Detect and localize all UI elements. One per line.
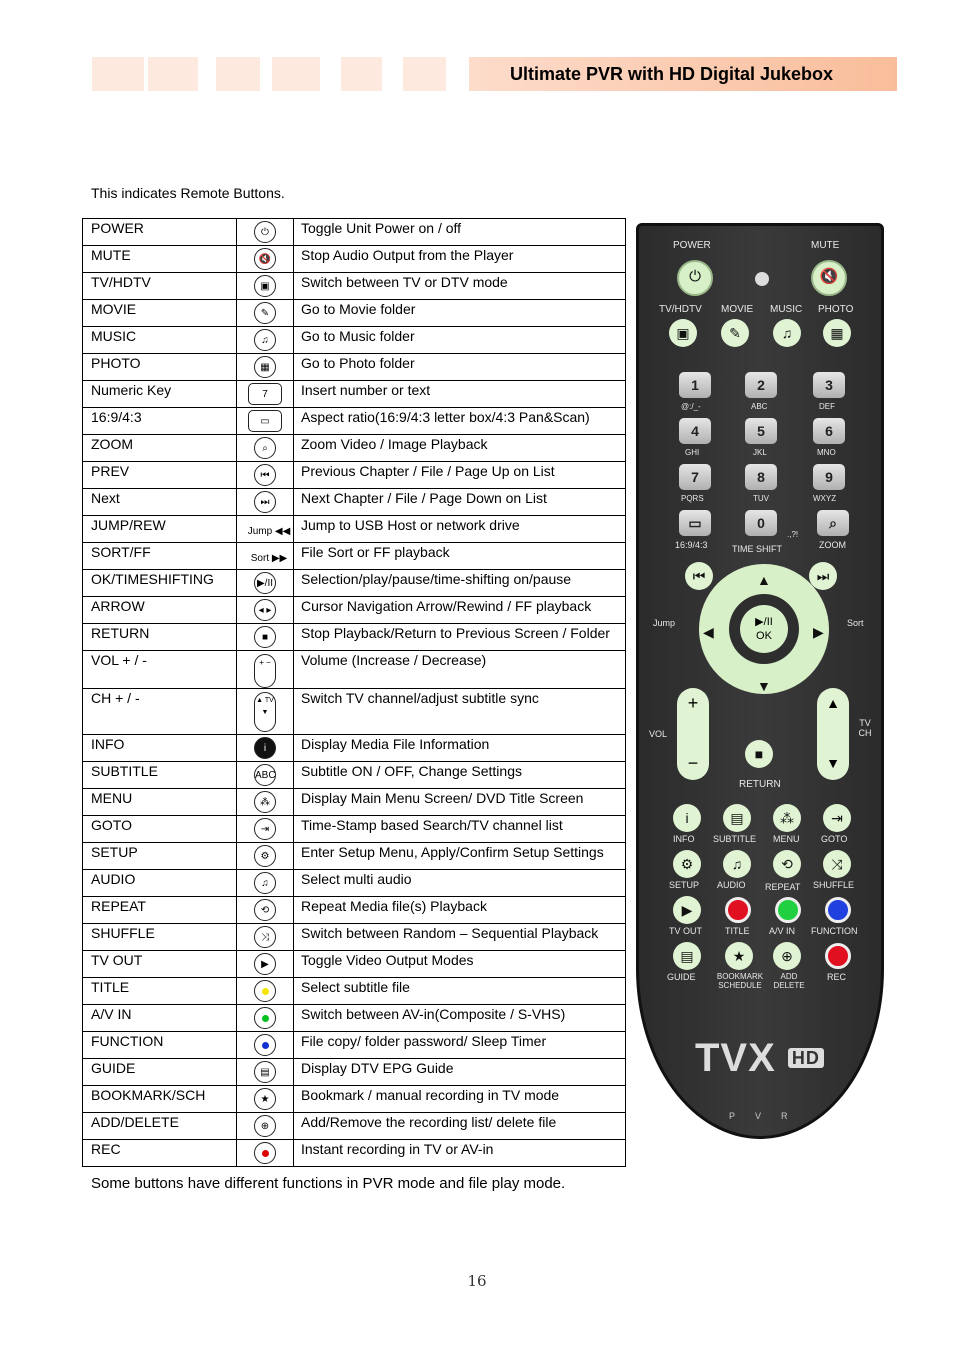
color-dot-icon — [262, 988, 269, 995]
button-name-cell: PHOTO — [83, 354, 237, 381]
num-4-button: 4 — [679, 418, 711, 444]
button-name-cell: JUMP/REW — [83, 516, 237, 543]
table-row — [83, 1005, 626, 1032]
button-name-cell: GUIDE — [83, 1059, 237, 1086]
button-icon-cell — [237, 1113, 294, 1140]
remote-label-setup: SETUP — [669, 880, 700, 890]
remote-label-aspect: 16:9/4:3 — [675, 540, 708, 550]
button-name-cell: Numeric Key — [83, 381, 237, 408]
button-icon-cell — [237, 327, 294, 354]
remote-label-tvhdtv: TV/HDTV — [659, 304, 702, 315]
remote-button-icon: ⌕ — [254, 437, 276, 459]
button-description-cell: Insert number or text — [294, 381, 626, 408]
remote-label-bookmark: BOOKMARK SCHEDULE — [716, 972, 764, 990]
next-icon: ⏭ — [809, 562, 837, 590]
remote-sub-7: PQRS — [681, 494, 704, 503]
button-description-cell: Bookmark / manual recording in TV mode — [294, 1086, 626, 1113]
button-description-cell: Enter Setup Menu, Apply/Confirm Setup Settings — [294, 843, 626, 870]
remote-button-icon: ⁂ — [254, 791, 276, 813]
remote-sub-6: MNO — [817, 448, 836, 457]
button-icon-cell — [237, 735, 294, 762]
remote-button-icon — [254, 980, 276, 1002]
header-deco — [272, 57, 320, 91]
remote-button-icon: ★ — [254, 1088, 276, 1110]
mute-icon: 🔇 — [811, 260, 847, 296]
remote-label-repeat: REPEAT — [765, 882, 801, 892]
num-3-button: 3 — [813, 372, 845, 398]
num-9-button: 9 — [813, 464, 845, 490]
remote-button-icon: ⊕ — [254, 1115, 276, 1137]
remote-button-icon: ▣ — [254, 275, 276, 297]
button-icon-cell — [237, 219, 294, 246]
button-name-cell: TITLE — [83, 978, 237, 1005]
table-row — [83, 816, 626, 843]
remote-button-icon: ▶ — [254, 953, 276, 975]
button-icon-cell — [237, 624, 294, 651]
table-row — [83, 570, 626, 597]
remote-label-function: FUNCTION — [811, 926, 858, 936]
num-8-button: 8 — [745, 464, 777, 490]
title-color-button — [725, 897, 751, 923]
color-dot-icon — [262, 1150, 269, 1157]
button-description-cell: Stop Audio Output from the Player — [294, 246, 626, 273]
header-deco — [341, 57, 382, 91]
button-name-cell: RETURN — [83, 624, 237, 651]
button-description-cell: Switch between Random – Sequential Playback — [294, 924, 626, 951]
table-row — [83, 735, 626, 762]
button-description-cell: Stop Playback/Return to Previous Screen / Folder — [294, 624, 626, 651]
button-name-cell: SHUFFLE — [83, 924, 237, 951]
button-description-cell: Go to Music folder — [294, 327, 626, 354]
table-row — [83, 1086, 626, 1113]
table-row — [83, 273, 626, 300]
button-name-cell: MENU — [83, 789, 237, 816]
guide-icon: ▤ — [673, 942, 701, 970]
remote-label-punct: .,?! — [787, 530, 799, 539]
button-description-cell: Select subtitle file — [294, 978, 626, 1005]
remote-label-tvout: TV OUT — [669, 926, 702, 936]
music-icon: ♫ — [773, 319, 801, 347]
button-description-cell: Switch TV channel/adjust subtitle sync — [294, 689, 626, 735]
table-row — [83, 462, 626, 489]
remote-label-photo: PHOTO — [818, 304, 854, 315]
button-description-cell: Display Media File Information — [294, 735, 626, 762]
button-icon-cell — [237, 843, 294, 870]
button-description-cell: Repeat Media file(s) Playback — [294, 897, 626, 924]
button-description-cell: Go to Photo folder — [294, 354, 626, 381]
rec-color-button — [825, 943, 851, 969]
button-icon-cell — [237, 273, 294, 300]
button-description-cell: Display DTV EPG Guide — [294, 1059, 626, 1086]
remote-label-rec: REC — [827, 972, 847, 982]
av-in-color-button — [775, 897, 801, 923]
button-name-cell: CH + / - — [83, 689, 237, 735]
button-icon-cell — [237, 489, 294, 516]
button-description-cell: Switch between TV or DTV mode — [294, 273, 626, 300]
table-row — [83, 689, 626, 735]
table-row — [83, 762, 626, 789]
table-row — [83, 516, 626, 543]
button-icon-cell — [237, 300, 294, 327]
ok-play-pause-icon: ▶/II OK — [740, 605, 788, 653]
table-row — [83, 354, 626, 381]
button-icon-cell — [237, 816, 294, 843]
num-1-button: 1 — [679, 372, 711, 398]
table-row — [83, 1113, 626, 1140]
button-name-cell: TV OUT — [83, 951, 237, 978]
button-icon-cell — [237, 462, 294, 489]
button-icon-cell — [237, 951, 294, 978]
button-description-cell: File copy/ folder password/ Sleep Timer — [294, 1032, 626, 1059]
remote-label-subtitle: SUBTITLE — [713, 834, 757, 844]
remote-label-sort: Sort — [847, 618, 864, 628]
table-row — [83, 246, 626, 273]
table-row — [83, 489, 626, 516]
button-name-cell: OK/TIMESHIFTING — [83, 570, 237, 597]
button-name-cell: PREV — [83, 462, 237, 489]
remote-label-avin: A/V IN — [769, 926, 796, 936]
button-icon-cell — [237, 516, 294, 543]
button-icon-cell — [237, 597, 294, 624]
button-description-cell: Selection/play/pause/time-shifting on/pause — [294, 570, 626, 597]
remote-button-icon: ▶/II — [254, 572, 276, 594]
remote-button-icon: ⟲ — [254, 899, 276, 921]
table-row — [83, 381, 626, 408]
remote-button-icon: ⤨ — [254, 926, 276, 948]
button-description-cell: Subtitle ON / OFF, Change Settings — [294, 762, 626, 789]
remote-label-title: TITLE — [725, 926, 750, 936]
repeat-icon: ⟲ — [773, 850, 801, 878]
remote-button-icon — [254, 1142, 276, 1164]
led-icon — [755, 272, 769, 286]
power-icon: ⏻ — [677, 260, 713, 296]
button-name-cell: ARROW — [83, 597, 237, 624]
tv-out-icon: ▶ — [673, 896, 701, 924]
button-name-cell: 16:9/4:3 — [83, 408, 237, 435]
button-name-cell: MUTE — [83, 246, 237, 273]
button-icon-cell — [237, 978, 294, 1005]
button-icon-cell — [237, 435, 294, 462]
remote-label-audio: AUDIO — [717, 880, 746, 890]
remote-button-icon: ⏮ — [254, 464, 276, 486]
button-name-cell: REPEAT — [83, 897, 237, 924]
table-row — [83, 978, 626, 1005]
remote-label-timeshift: TIME SHIFT — [732, 544, 782, 554]
remote-label-vol: VOL — [649, 729, 668, 739]
button-name-cell: A/V IN — [83, 1005, 237, 1032]
table-row — [83, 897, 626, 924]
remote-buttons-table — [82, 218, 626, 1167]
remote-label-power: POWER — [673, 240, 711, 251]
remote-sub-8: TUV — [753, 494, 769, 503]
remote-button-icon: ABC — [254, 764, 276, 786]
button-icon-cell — [237, 762, 294, 789]
table-row — [83, 843, 626, 870]
button-description-cell: Zoom Video / Image Playback — [294, 435, 626, 462]
remote-sub-3: DEF — [819, 402, 835, 411]
button-description-cell: Add/Remove the recording list/ delete file — [294, 1113, 626, 1140]
remote-button-icon: ✎ — [254, 302, 276, 324]
button-description-cell: Jump to USB Host or network drive — [294, 516, 626, 543]
remote-button-icon: ■ — [254, 626, 276, 648]
button-icon-cell — [237, 381, 294, 408]
intro-text: This indicates Remote Buttons. — [91, 185, 285, 201]
remote-label-jump: Jump — [653, 618, 676, 628]
pvr-text: PVR — [729, 1111, 808, 1121]
remote-control-image — [636, 223, 884, 1139]
table-row — [83, 1032, 626, 1059]
button-name-cell: ZOOM — [83, 435, 237, 462]
remote-label-guide: GUIDE — [667, 972, 696, 982]
logo-text: TVX — [695, 1035, 776, 1080]
remote-button-icon: Jump ◀◀ — [247, 526, 291, 537]
button-name-cell: FUNCTION — [83, 1032, 237, 1059]
arrow-up-icon: ▲ — [757, 572, 771, 588]
table-row — [83, 789, 626, 816]
remote-sub-9: WXYZ — [813, 494, 837, 503]
button-name-cell: SORT/FF — [83, 543, 237, 570]
button-name-cell: POWER — [83, 219, 237, 246]
zoom-icon: ⌕ — [817, 510, 849, 536]
remote-button-icon: ⏻ — [254, 221, 276, 243]
num-2-button: 2 — [745, 372, 777, 398]
button-name-cell: INFO — [83, 735, 237, 762]
table-row — [83, 870, 626, 897]
remote-button-icon: ▭ — [248, 410, 282, 432]
arrow-down-icon: ▼ — [757, 678, 771, 694]
button-description-cell: Volume (Increase / Decrease) — [294, 651, 626, 689]
aspect-icon: ▭ — [679, 510, 711, 536]
table-row — [83, 219, 626, 246]
return-stop-icon: ■ — [745, 740, 773, 768]
audio-icon: ♫ — [723, 850, 751, 878]
page-number: 16 — [467, 1272, 487, 1290]
table-row — [83, 1140, 626, 1167]
button-name-cell: AUDIO — [83, 870, 237, 897]
remote-button-icon: 7 — [248, 383, 282, 405]
button-description-cell: Aspect ratio(16:9/4:3 letter box/4:3 Pan&Scan) — [294, 408, 626, 435]
table-row — [83, 924, 626, 951]
tv-hdtv-icon: ▣ — [669, 319, 697, 347]
button-icon-cell — [237, 246, 294, 273]
button-name-cell: SUBTITLE — [83, 762, 237, 789]
remote-sub-4: GHI — [685, 448, 700, 457]
button-name-cell: REC — [83, 1140, 237, 1167]
remote-button-icon: i — [254, 737, 276, 759]
table-row — [83, 435, 626, 462]
button-icon-cell — [237, 689, 294, 735]
remote-button-icon — [254, 1034, 276, 1056]
footer-note: Some buttons have different functions in PVR mode and file play mode. — [91, 1175, 566, 1192]
bookmark-icon: ★ — [725, 942, 753, 970]
remote-label-tvch: TV CH — [858, 718, 872, 738]
button-icon-cell — [237, 870, 294, 897]
header-title-bar — [469, 57, 897, 91]
button-description-cell: Previous Chapter / File / Page Up on List — [294, 462, 626, 489]
remote-button-icon — [254, 1007, 276, 1029]
table-row — [83, 300, 626, 327]
vol-rocker: + − — [677, 688, 709, 780]
setup-icon: ⚙ — [673, 850, 701, 878]
button-icon-cell — [237, 897, 294, 924]
remote-button-icon: ▦ — [254, 356, 276, 378]
button-icon-cell — [237, 1005, 294, 1032]
button-icon-cell — [237, 570, 294, 597]
movie-icon: ✎ — [721, 319, 749, 347]
button-icon-cell — [237, 651, 294, 689]
remote-button-icon: 🔇 — [254, 248, 276, 270]
button-description-cell: Instant recording in TV or AV-in — [294, 1140, 626, 1167]
button-icon-cell — [237, 354, 294, 381]
table-row — [83, 1059, 626, 1086]
color-dot-icon — [262, 1042, 269, 1049]
button-description-cell: File Sort or FF playback — [294, 543, 626, 570]
num-6-button: 6 — [813, 418, 845, 444]
button-description-cell: Time-Stamp based Search/TV channel list — [294, 816, 626, 843]
button-icon-cell — [237, 924, 294, 951]
menu-icon: ⁂ — [773, 804, 801, 832]
info-icon: i — [673, 804, 701, 832]
page-title: Ultimate PVR with HD Digital Jukebox — [510, 64, 834, 84]
num-0-button: 0 — [745, 510, 777, 536]
color-dot-icon — [262, 1015, 269, 1022]
button-description-cell: Next Chapter / File / Page Down on List — [294, 489, 626, 516]
photo-icon: ▦ — [823, 319, 851, 347]
button-icon-cell — [237, 789, 294, 816]
button-name-cell: BOOKMARK/SCH — [83, 1086, 237, 1113]
function-color-button — [825, 897, 851, 923]
button-description-cell: Switch between AV-in(Composite / S-VHS) — [294, 1005, 626, 1032]
button-name-cell: SETUP — [83, 843, 237, 870]
arrow-right-icon: ▶ — [813, 624, 824, 640]
button-name-cell: TV/HDTV — [83, 273, 237, 300]
button-description-cell: Select multi audio — [294, 870, 626, 897]
remote-button-icon: ▲ TV ▼ — [254, 692, 276, 732]
remote-sub-1: @:/_- — [681, 402, 701, 411]
remote-button-icon: ♫ — [254, 872, 276, 894]
tvx-hd-logo — [695, 1034, 824, 1081]
num-5-button: 5 — [745, 418, 777, 444]
table-row — [83, 951, 626, 978]
table-row — [83, 543, 626, 570]
remote-sub-5: JKL — [753, 448, 767, 457]
remote-label-ok: OK — [756, 630, 772, 642]
table-row — [83, 408, 626, 435]
remote-button-icon: ⏭ — [254, 491, 276, 513]
header-deco — [148, 57, 198, 91]
prev-icon: ⏮ — [685, 562, 713, 590]
remote-label-shuffle: SHUFFLE — [813, 880, 855, 890]
remote-label-movie: MOVIE — [721, 304, 754, 315]
table-row — [83, 327, 626, 354]
remote-button-icon: ⇥ — [254, 818, 276, 840]
remote-label-mute: MUTE — [811, 240, 840, 251]
header-deco — [216, 57, 260, 91]
arrow-left-icon: ◀ — [703, 624, 714, 640]
button-description-cell: Go to Movie folder — [294, 300, 626, 327]
button-icon-cell — [237, 543, 294, 570]
button-name-cell: MOVIE — [83, 300, 237, 327]
remote-label-zoom: ZOOM — [819, 540, 846, 550]
remote-label-return: RETURN — [739, 779, 781, 790]
button-icon-cell — [237, 1086, 294, 1113]
button-icon-cell — [237, 408, 294, 435]
remote-sub-2: ABC — [751, 402, 768, 411]
table-row — [83, 651, 626, 689]
button-icon-cell — [237, 1059, 294, 1086]
button-name-cell: VOL + / - — [83, 651, 237, 689]
button-name-cell: ADD/DELETE — [83, 1113, 237, 1140]
button-description-cell: Display Main Menu Screen/ DVD Title Screen — [294, 789, 626, 816]
header-deco — [92, 57, 144, 91]
button-description-cell: Toggle Video Output Modes — [294, 951, 626, 978]
button-icon-cell — [237, 1140, 294, 1167]
remote-label-add: ADD DELETE — [773, 972, 805, 990]
table-row — [83, 624, 626, 651]
remote-button-icon: + − — [254, 654, 276, 688]
remote-button-icon: ♫ — [254, 329, 276, 351]
remote-button-icon: Sort ▶▶ — [250, 553, 288, 564]
remote-label-info: INFO — [673, 834, 695, 844]
button-icon-cell — [237, 1032, 294, 1059]
logo-hd: HD — [788, 1048, 824, 1068]
subtitle-icon: ▤ — [723, 804, 751, 832]
button-name-cell: Next — [83, 489, 237, 516]
num-7-button: 7 — [679, 464, 711, 490]
remote-button-icon: ⚙ — [254, 845, 276, 867]
ch-rocker: ▲ ▼ — [817, 688, 849, 780]
shuffle-icon: ⤨ — [823, 850, 851, 878]
button-name-cell: GOTO — [83, 816, 237, 843]
remote-button-icon: ◂ ▸ — [254, 599, 276, 621]
remote-button-icon: ▤ — [254, 1061, 276, 1083]
remote-label-goto: GOTO — [821, 834, 848, 844]
add-delete-icon: ⊕ — [773, 942, 801, 970]
button-description-cell: Toggle Unit Power on / off — [294, 219, 626, 246]
remote-label-menu: MENU — [773, 834, 800, 844]
header-deco — [403, 57, 446, 91]
table-row — [83, 597, 626, 624]
button-description-cell: Cursor Navigation Arrow/Rewind / FF playback — [294, 597, 626, 624]
remote-label-music: MUSIC — [770, 304, 803, 315]
goto-icon: ⇥ — [823, 804, 851, 832]
button-name-cell: MUSIC — [83, 327, 237, 354]
